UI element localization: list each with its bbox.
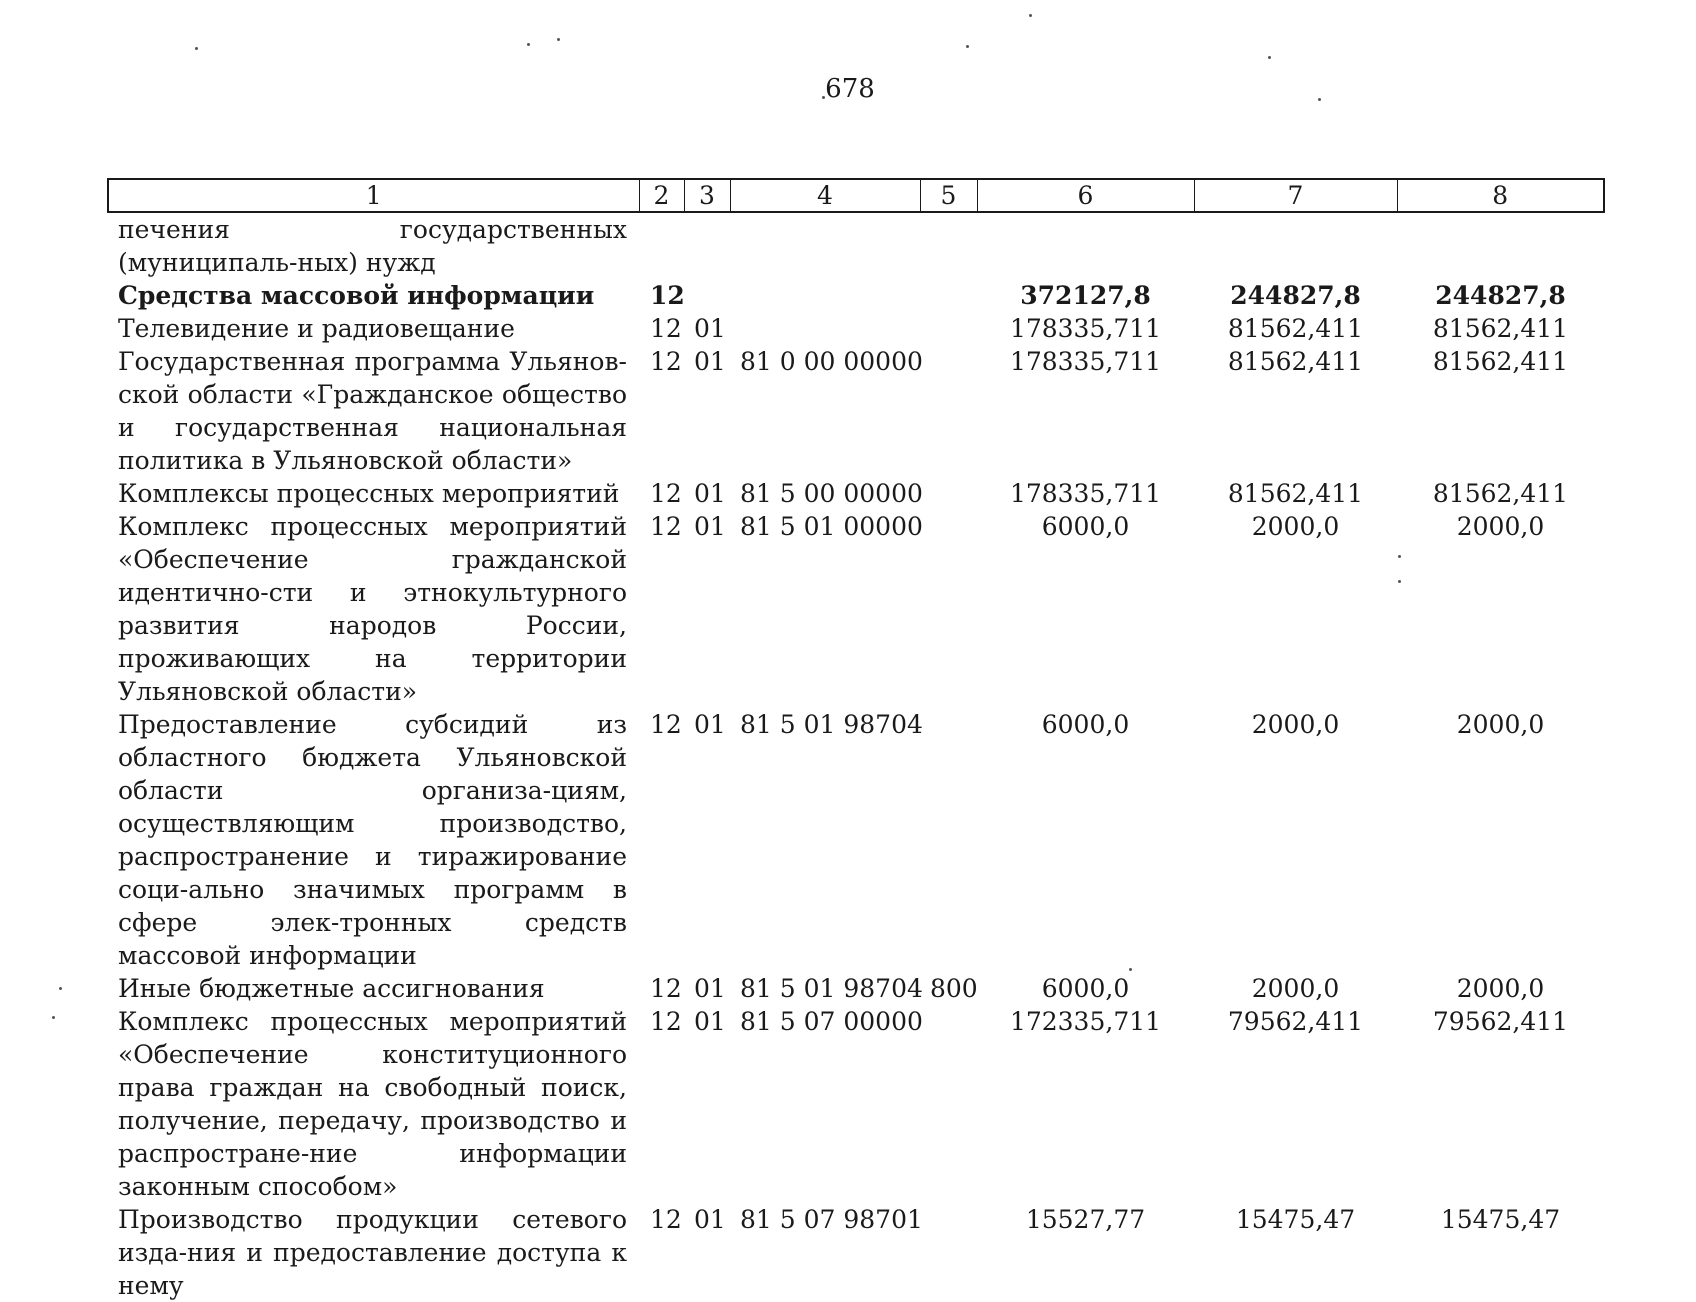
row-target-article-cell: 81 5 01 00000 [740,512,923,541]
row-value-col7-cell: 81562,411 [1227,479,1364,508]
row-section-cell: 12 [650,347,682,376]
row-section-cell: 12 [650,710,682,739]
scan-speck [52,1016,55,1019]
table-row [108,345,1604,477]
table-row [108,972,1604,1005]
row-subsection-cell [684,279,730,312]
table-row [108,1005,1604,1203]
table-row [108,477,1604,510]
header-col-5: 5 [920,179,977,212]
header-col-1: 1 [108,179,639,212]
row-name-cell: Комплексы процессных мероприятий [118,479,620,508]
scan-speck [1129,968,1132,971]
row-value-col8-cell: 79562,411 [1432,1007,1569,1036]
row-value-col6-cell: 6000,0 [1041,974,1130,1003]
scan-speck [59,987,62,990]
table-row [108,212,1604,279]
row-value-col7-cell [1194,212,1397,279]
row-value-col7-cell: 2000,0 [1251,512,1340,541]
row-value-col6-cell: 372127,8 [1020,281,1151,310]
row-section-cell: 12 [650,314,682,343]
row-expense-type-cell [920,345,977,477]
row-value-col8-cell: 81562,411 [1432,347,1569,376]
row-section-cell [639,212,684,279]
row-section-cell: 12 [650,281,685,310]
row-subsection-cell: 01 [694,347,726,376]
row-name-cell: печения государственных (муниципаль-ных) нужд [118,215,627,277]
row-subsection-cell: 01 [694,710,726,739]
table-row [108,708,1604,972]
row-value-col8-cell: 244827,8 [1435,281,1566,310]
row-value-col7-cell: 81562,411 [1227,314,1364,343]
row-value-col6-cell: 6000,0 [1041,710,1130,739]
row-target-article-cell: 81 5 07 00000 [740,1007,923,1036]
row-subsection-cell: 01 [694,1007,726,1036]
scan-speck [1268,56,1271,59]
scan-speck [966,45,969,48]
row-value-col6-cell: 15527,77 [1025,1205,1146,1234]
row-section-cell: 12 [650,1007,682,1036]
row-value-col7-cell: 244827,8 [1230,281,1361,310]
table-row [108,1203,1604,1302]
row-target-article-cell: 81 5 07 98701 [740,1205,923,1234]
row-value-col8-cell: 2000,0 [1456,974,1545,1003]
scan-speck [1398,555,1401,558]
row-expense-type-cell [920,510,977,708]
row-value-col7-cell: 79562,411 [1227,1007,1364,1036]
row-name-cell: Комплекс процессных мероприятий «Обеспечение конституционного права граждан на свободный поиск, получение, передачу, производство и распростране-ние информации законным способом» [118,1007,627,1201]
table-header [108,179,1604,212]
row-section-cell: 12 [650,1205,682,1234]
budget-table [107,178,1605,1302]
row-value-col6-cell: 178335,711 [1009,479,1162,508]
row-subsection-cell: 01 [694,314,726,343]
row-value-col8-cell: 15475,47 [1440,1205,1561,1234]
page-number [0,74,1696,104]
scan-speck [195,47,198,50]
row-target-article-cell: 81 0 00 00000 [740,347,923,376]
row-value-col8-cell: 2000,0 [1456,512,1545,541]
row-target-article-cell [730,279,920,312]
row-name-cell: Государственная программа Ульянов-ской области «Гражданское общество и государственная национальная политика в Ульяновской области» [118,347,627,475]
table-row [108,312,1604,345]
row-subsection-cell: 01 [694,974,726,1003]
column-numbers-row [108,179,1604,212]
row-value-col6-cell: 178335,711 [1009,347,1162,376]
row-section-cell: 12 [650,512,682,541]
row-expense-type-cell: 800 [930,974,978,1003]
row-target-article-cell: 81 5 00 00000 [740,479,923,508]
row-subsection-cell: 01 [694,479,726,508]
row-target-article-cell: 81 5 01 98704 [740,710,923,739]
scan-speck [1398,580,1401,583]
row-expense-type-cell [920,312,977,345]
table-body [108,212,1604,1302]
row-subsection-cell: 01 [694,512,726,541]
row-name-cell: Предоставление субсидий из областного бюджета Ульяновской области организа-циям, осуществляющим производство, распространение и тиражирование соци-ально значимых программ в сфере элек-тронных средств массовой информации [118,710,627,970]
scan-speck [527,43,530,46]
header-col-6: 6 [977,179,1194,212]
table-row [108,279,1604,312]
row-value-col6-cell: 178335,711 [1009,314,1162,343]
header-col-3: 3 [684,179,730,212]
header-col-2: 2 [639,179,684,212]
row-name-cell: Средства массовой информации [118,281,595,310]
row-value-col8-cell: 2000,0 [1456,710,1545,739]
row-target-article-cell [730,212,920,279]
row-expense-type-cell [920,279,977,312]
header-col-7: 7 [1194,179,1397,212]
row-subsection-cell [684,212,730,279]
row-target-article-cell: 81 5 01 98704 [740,974,923,1003]
row-value-col6-cell: 6000,0 [1041,512,1130,541]
row-value-col6-cell: 172335,711 [1009,1007,1162,1036]
scan-speck [557,38,560,41]
row-expense-type-cell [920,477,977,510]
row-value-col7-cell: 2000,0 [1251,974,1340,1003]
scan-speck [1318,98,1321,101]
row-name-cell: Телевидение и радиовещание [118,314,515,343]
row-expense-type-cell [920,212,977,279]
header-col-8: 8 [1397,179,1604,212]
row-name-cell: Комплекс процессных мероприятий «Обеспечение гражданской идентично-сти и этнокультурного развития народов России, проживающих на территории Ульяновской области» [118,512,627,706]
row-name-cell: Иные бюджетные ассигнования [118,974,545,1003]
row-section-cell: 12 [650,479,682,508]
scan-speck [822,96,825,99]
row-expense-type-cell [920,1203,977,1302]
budget-table-container [107,178,1603,1302]
row-expense-type-cell [920,1005,977,1203]
row-value-col7-cell: 15475,47 [1235,1205,1356,1234]
row-section-cell: 12 [650,974,682,1003]
row-name-cell: Производство продукции сетевого изда-ния и предоставление доступа к нему [118,1205,627,1300]
row-value-col8-cell: 81562,411 [1432,479,1569,508]
page-number-text: 678 [825,74,875,104]
scan-speck [1029,14,1032,17]
row-expense-type-cell [920,708,977,972]
row-value-col7-cell: 81562,411 [1227,347,1364,376]
row-subsection-cell: 01 [694,1205,726,1234]
row-value-col8-cell [1397,212,1604,279]
row-target-article-cell [730,312,920,345]
row-value-col6-cell [977,212,1194,279]
row-value-col8-cell: 81562,411 [1432,314,1569,343]
table-row [108,510,1604,708]
header-col-4: 4 [730,179,920,212]
row-value-col7-cell: 2000,0 [1251,710,1340,739]
